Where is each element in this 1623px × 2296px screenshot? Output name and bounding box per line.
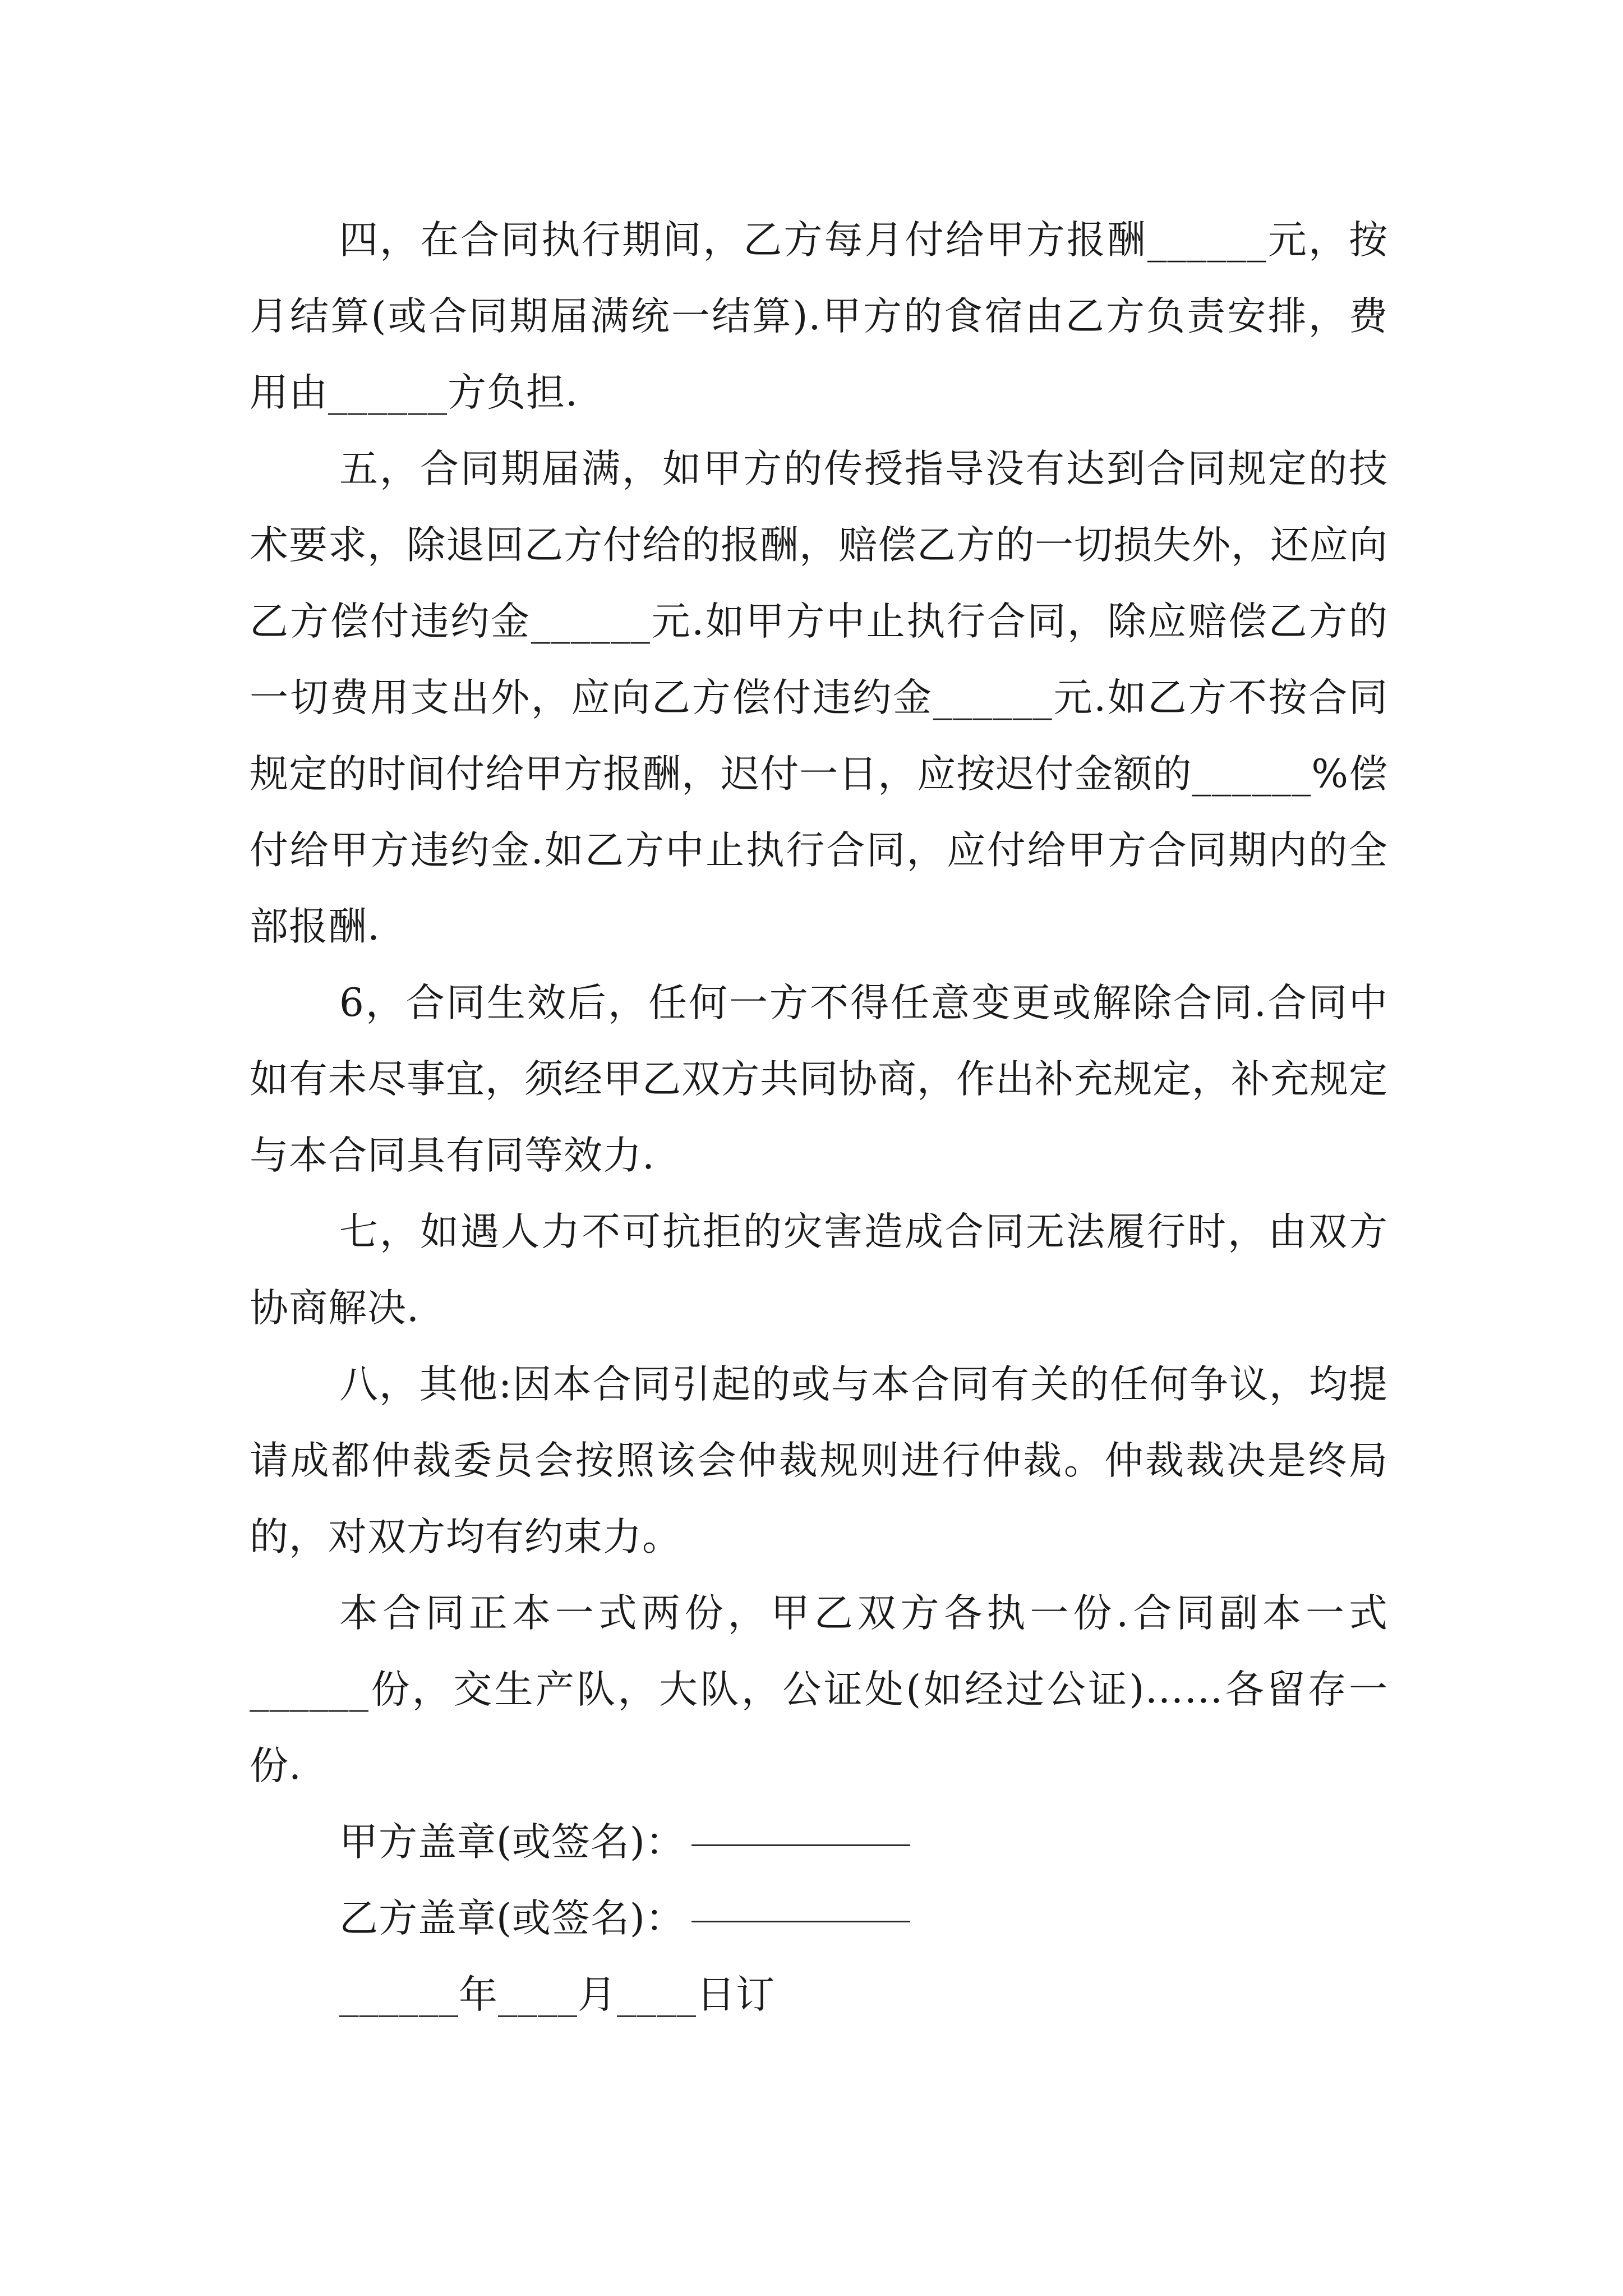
signature-party-b xyxy=(339,1880,910,1957)
signature-party-a-line xyxy=(691,1844,910,1846)
paragraph-modification: 6，合同生效后，任何一方不得任意变更或解除合同.合同中如有未尽事宜，须经甲乙双方共同协商，作出补充规定，补充规定与本合同具有同等效力. xyxy=(250,981,1388,1178)
paragraph-breach-penalty: 五，合同期届满，如甲方的传授指导没有达到合同规定的技术要求，除退回乙方付给的报酬，赔偿乙方的一切损失外，还应向乙方偿付违约金______元.如甲方中止执行合同，除应赔偿乙方的一切费用支出外，应向乙方偿付违约金______元.如乙方不按合同规定的时间付给甲方报酬，迟付一日，应按迟付金额的______%偿付给甲方违约金.如乙方中止执行合同，应付给甲方合同期内的全部报酬. xyxy=(250,447,1388,949)
signature-party-a-label: 甲方盖章(或签名)： xyxy=(339,1820,685,1865)
paragraph-payment: 四，在合同执行期间，乙方每月付给甲方报酬______元，按月结算(或合同期届满统一结算).甲方的食宿由乙方负责安排，费用由______方负担. xyxy=(250,218,1388,415)
date-line: ______年____月____日订 xyxy=(339,1972,775,2017)
paragraph-copies: 本合同正本一式两份，甲乙双方各执一份.合同副本一式______份，交生产队，大队，公证处(如经过公证)……各留存一份. xyxy=(250,1591,1388,1788)
signature-party-b-line xyxy=(691,1920,910,1922)
paragraph-force-majeure: 七，如遇人力不可抗拒的灾害造成合同无法履行时，由双方协商解决. xyxy=(250,1209,1388,1331)
paragraph-arbitration: 八，其他:因本合同引起的或与本合同有关的任何争议，均提请成都仲裁委员会按照该会仲裁规则进行仲裁。仲裁裁决是终局的，对双方均有约束力。 xyxy=(250,1362,1388,1559)
signature-party-a xyxy=(339,1804,910,1880)
signature-party-b-label: 乙方盖章(或签名)： xyxy=(339,1896,685,1941)
